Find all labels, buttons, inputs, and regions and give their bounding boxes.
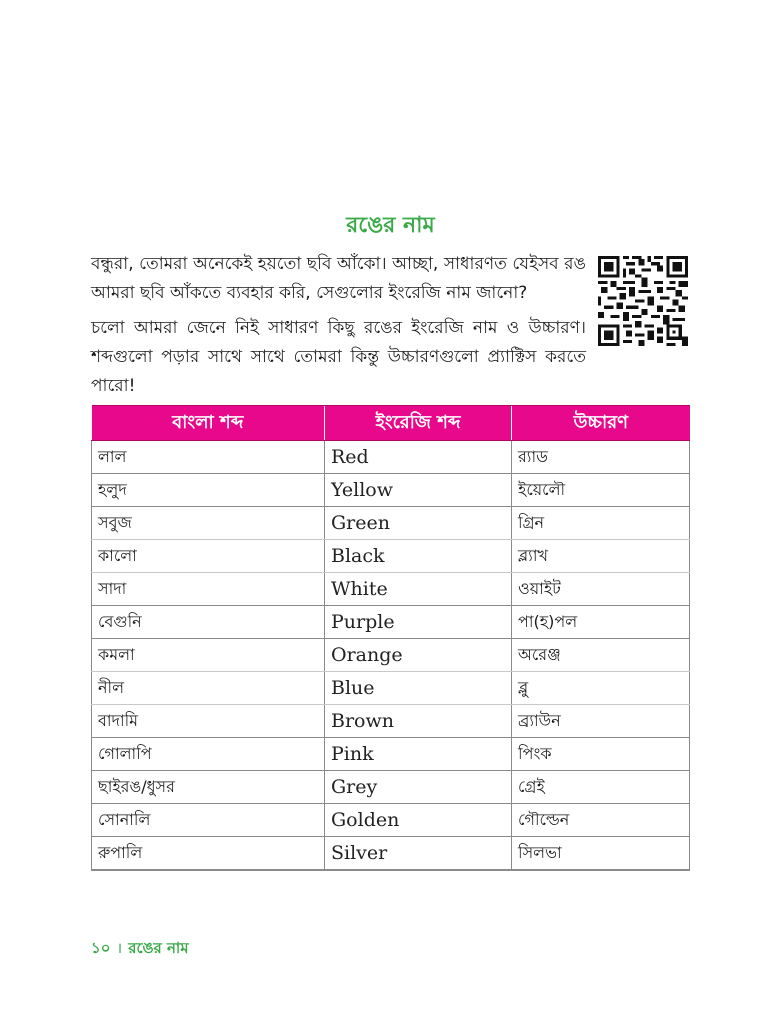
footer-chapter-title: রঙের নাম — [128, 939, 189, 957]
intro-text — [91, 250, 586, 407]
cell-english: Silver — [325, 837, 512, 871]
cell-pronunciation: পা(হ)পল — [512, 606, 690, 639]
table-row — [92, 804, 690, 837]
table-row — [92, 540, 690, 573]
cell-pronunciation: ব্র্যাউন — [512, 705, 690, 738]
cell-english: Green — [325, 507, 512, 540]
cell-bangla: বাদামি — [92, 705, 325, 738]
cell-pronunciation: গ্রিন — [512, 507, 690, 540]
cell-bangla: সাদা — [92, 573, 325, 606]
table-header-row — [92, 406, 690, 441]
table-row — [92, 639, 690, 672]
cell-english: Orange — [325, 639, 512, 672]
cell-bangla: সবুজ — [92, 507, 325, 540]
cell-bangla: সোনালি — [92, 804, 325, 837]
cell-english: Blue — [325, 672, 512, 705]
cell-bangla: ছাইরঙ/ধুসর — [92, 771, 325, 804]
cell-pronunciation: ইয়েলৌ — [512, 474, 690, 507]
header-bangla-word: বাংলা শব্দ — [92, 406, 325, 441]
footer-separator: । — [116, 939, 123, 957]
cell-bangla: নীল — [92, 672, 325, 705]
table-row — [92, 606, 690, 639]
cell-pronunciation: অরেঞ্জ — [512, 639, 690, 672]
table-row — [92, 738, 690, 771]
page-number: ১০ — [91, 939, 111, 957]
cell-english: Yellow — [325, 474, 512, 507]
cell-bangla: গোলাপি — [92, 738, 325, 771]
cell-pronunciation: ব্লু — [512, 672, 690, 705]
cell-bangla: বেগুনি — [92, 606, 325, 639]
header-pronunciation: উচ্চারণ — [512, 406, 690, 441]
cell-bangla: কালো — [92, 540, 325, 573]
cell-bangla: লাল — [92, 441, 325, 474]
page-title: রঙের নাম — [346, 212, 435, 238]
cell-english: Brown — [325, 705, 512, 738]
cell-english: Purple — [325, 606, 512, 639]
intro-paragraph-2: চলো আমরা জেনে নিই সাধারণ কিছু রঙের ইংরেজি নাম ও উচ্চারণ। শব্দগুলো পড়ার সাথে সাথে তোমরা কিন্তু উচ্চারণগুলো প্র্যাক্টিস করতে পারো! — [91, 318, 586, 396]
color-names-table — [91, 405, 690, 871]
table-row — [92, 507, 690, 540]
table-row — [92, 837, 690, 871]
cell-bangla: রুপালি — [92, 837, 325, 871]
cell-english: Golden — [325, 804, 512, 837]
table-row — [92, 705, 690, 738]
qr-code-icon[interactable] — [598, 256, 688, 346]
table-row — [92, 771, 690, 804]
cell-pronunciation: গ্রেই — [512, 771, 690, 804]
page-footer — [91, 937, 189, 962]
cell-pronunciation: ওয়াইট — [512, 573, 690, 606]
cell-pronunciation: গৌল্ডেন — [512, 804, 690, 837]
cell-english: White — [325, 573, 512, 606]
cell-bangla: কমলা — [92, 639, 325, 672]
table-row — [92, 672, 690, 705]
cell-bangla: হলুদ — [92, 474, 325, 507]
table-row — [92, 474, 690, 507]
cell-english: Black — [325, 540, 512, 573]
cell-english: Red — [325, 441, 512, 474]
table-row — [92, 441, 690, 474]
header-english-word: ইংরেজি শব্দ — [325, 406, 512, 441]
table-row — [92, 573, 690, 606]
cell-pronunciation: সিলভা — [512, 837, 690, 871]
cell-english: Grey — [325, 771, 512, 804]
cell-pronunciation: পিংক — [512, 738, 690, 771]
intro-paragraph-1: বন্ধুরা, তোমরা অনেকেই হয়তো ছবি আঁকো। আচ্ছা, সাধারণত যেইসব রঙ আমরা ছবি আঁকতে ব্যবহার করি, সেগুলোর ইংরেজি নাম জানো? — [91, 254, 586, 303]
cell-pronunciation: ব্ল্যাখ — [512, 540, 690, 573]
cell-pronunciation: র‍্যাড — [512, 441, 690, 474]
cell-english: Pink — [325, 738, 512, 771]
